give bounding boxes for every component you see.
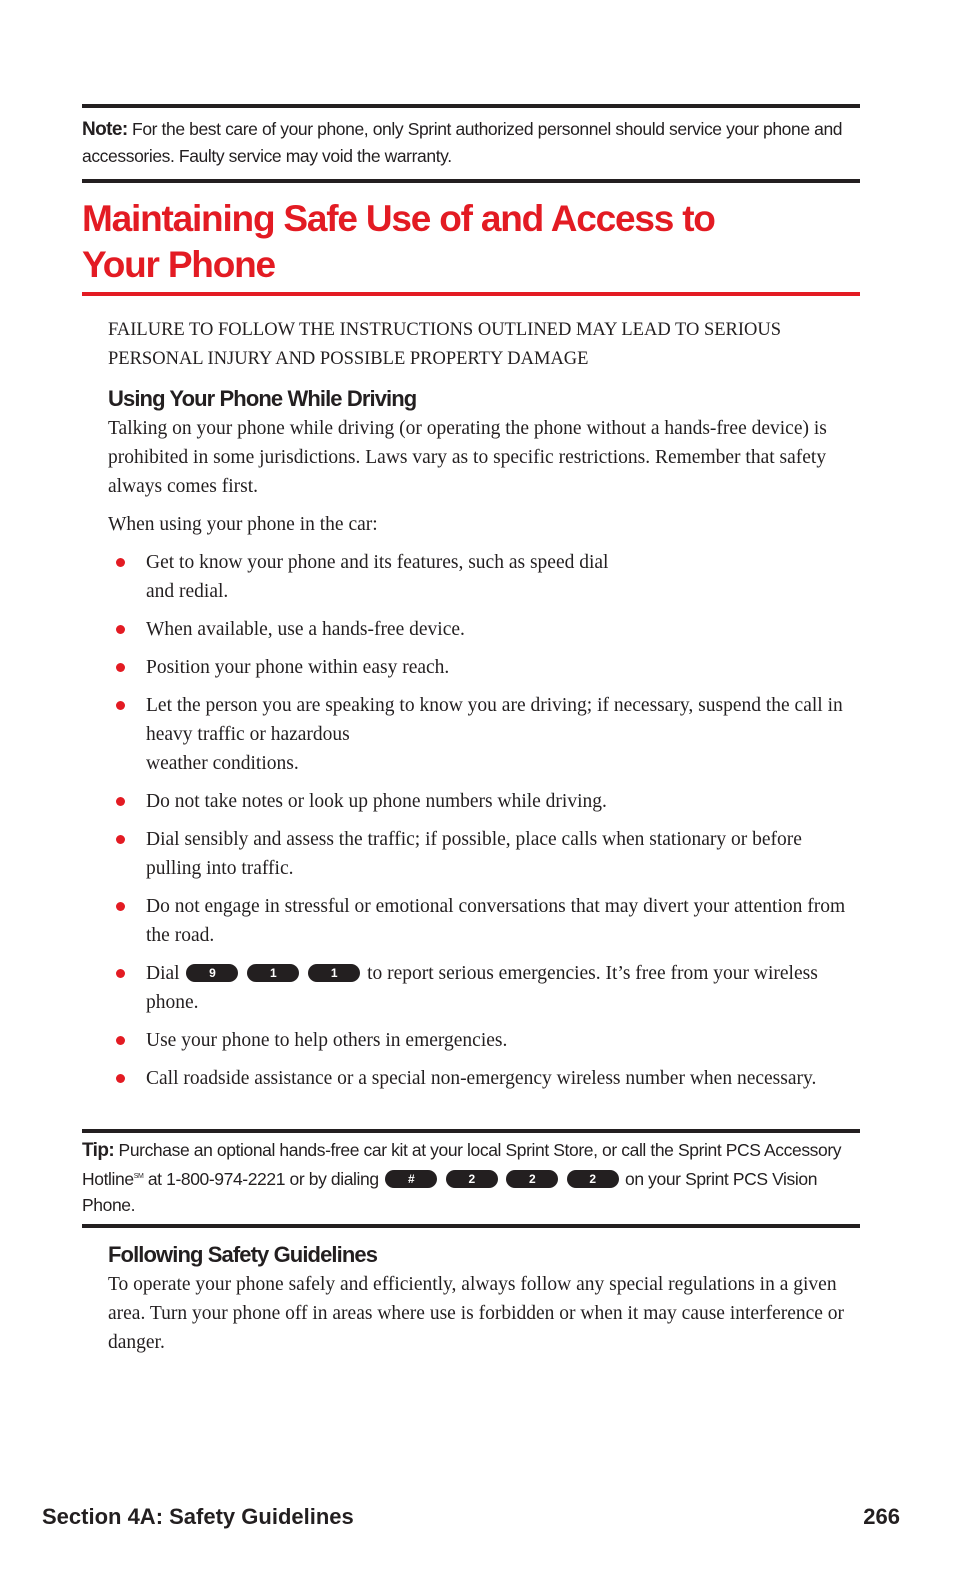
bullet-text: Call roadside assistance or a special non-emergency wireless number when necessary. — [146, 1068, 817, 1089]
bullet-icon — [116, 1036, 125, 1045]
driving-bullet-list — [108, 548, 860, 1093]
key-2-icon: 2 — [446, 1170, 498, 1188]
key-1-icon: 1 — [247, 964, 299, 982]
service-mark: SM — [133, 1173, 144, 1180]
driving-section — [108, 316, 860, 1102]
bullet-icon — [116, 797, 125, 806]
page-title-line-2: Your Phone — [82, 244, 275, 285]
bullet-text: and redial. — [146, 581, 229, 602]
bullet-text: Let the person you are speaking to know you are driving; if necessary, suspend the call in heavy traffic or hazardous — [146, 695, 843, 745]
bullet-icon — [116, 902, 125, 911]
bullet-icon — [116, 969, 125, 978]
list-item — [108, 959, 860, 1017]
dial-after: to report serious emergencies. It’s free from your wireless phone. — [146, 963, 818, 1013]
bullet-text: When available, use a hands-free device. — [146, 619, 465, 640]
bullet-icon — [116, 835, 125, 844]
bullet-text: Do not engage in stressful or emotional conversations that may divert your attention from the road. — [146, 896, 846, 946]
bullet-text: Use your phone to help others in emergencies. — [146, 1030, 508, 1051]
list-item — [108, 1026, 860, 1055]
guidelines-section — [108, 1240, 860, 1366]
key-pound-icon: # — [385, 1170, 437, 1188]
list-item — [108, 548, 860, 606]
list-item — [108, 787, 860, 816]
warning-line-1: FAILURE TO FOLLOW THE INSTRUCTIONS OUTLINED MAY LEAD TO SERIOUS — [108, 320, 782, 340]
driving-paragraph: Talking on your phone while driving (or operating the phone without a hands-free device) is prohibited in some jurisdictions. Laws vary as to specific restrictions. Remember that safety always comes first. — [108, 418, 827, 497]
bullet-icon — [116, 663, 125, 672]
key-2-icon: 2 — [506, 1170, 558, 1188]
page-title-line-1: Maintaining Safe Use of and Access to — [82, 198, 715, 239]
page-number: 266 — [863, 1504, 900, 1529]
dial-before: Dial — [146, 963, 180, 984]
key-9-icon: 9 — [186, 964, 238, 982]
bullet-text: Position your phone within easy reach. — [146, 657, 450, 678]
driving-intro: When using your phone in the car: — [108, 514, 378, 535]
tip-box — [82, 1129, 860, 1228]
tip-label: Tip: — [82, 1140, 115, 1161]
guidelines-heading: Following Safety Guidelines — [108, 1242, 378, 1267]
tip-text: on your Sprint PCS Vision Phone. — [82, 1168, 818, 1215]
bullet-text: weather conditions. — [146, 753, 299, 774]
bullet-text: Get to know your phone and its features, such as speed dial — [146, 552, 609, 573]
tip-text: at 1-800-974-2221 or by dialing — [143, 1168, 379, 1189]
list-item — [108, 691, 860, 778]
bullet-icon — [116, 625, 125, 634]
note-label: Note: — [82, 119, 128, 140]
note-box — [82, 104, 860, 183]
key-1-icon: 1 — [308, 964, 360, 982]
key-2-icon: 2 — [567, 1170, 619, 1188]
list-item — [108, 825, 860, 883]
list-item — [108, 1064, 860, 1093]
guidelines-paragraph: To operate your phone safely and efficiently, always follow any special regulations in a given area. Turn your phone off in areas where use is forbidden or when it may cause interference or danger. — [108, 1274, 845, 1353]
list-item — [108, 653, 860, 682]
bullet-icon — [116, 558, 125, 567]
list-item — [108, 892, 860, 950]
bullet-icon — [116, 1074, 125, 1083]
bullet-text: Do not take notes or look up phone numbers while driving. — [146, 791, 607, 812]
warning-line-2: PERSONAL INJURY AND POSSIBLE PROPERTY DAMAGE — [108, 349, 589, 369]
note-text: For the best care of your phone, only Sprint authorized personnel should service your phone and accessories. Faulty service may void the warranty. — [82, 119, 843, 166]
page-title — [82, 196, 860, 296]
footer-section: Section 4A: Safety Guidelines — [42, 1504, 354, 1529]
page-footer — [42, 1504, 900, 1530]
bullet-text: Dial sensibly and assess the traffic; if possible, place calls when stationary or before pulling into traffic. — [146, 829, 802, 879]
driving-heading: Using Your Phone While Driving — [108, 386, 417, 411]
list-item — [108, 615, 860, 644]
tip-text: Purchase an optional hands-free car kit at your local Sprint Store, or call the Sprint PCS Accessory Hotline — [82, 1140, 842, 1189]
bullet-icon — [116, 701, 125, 710]
